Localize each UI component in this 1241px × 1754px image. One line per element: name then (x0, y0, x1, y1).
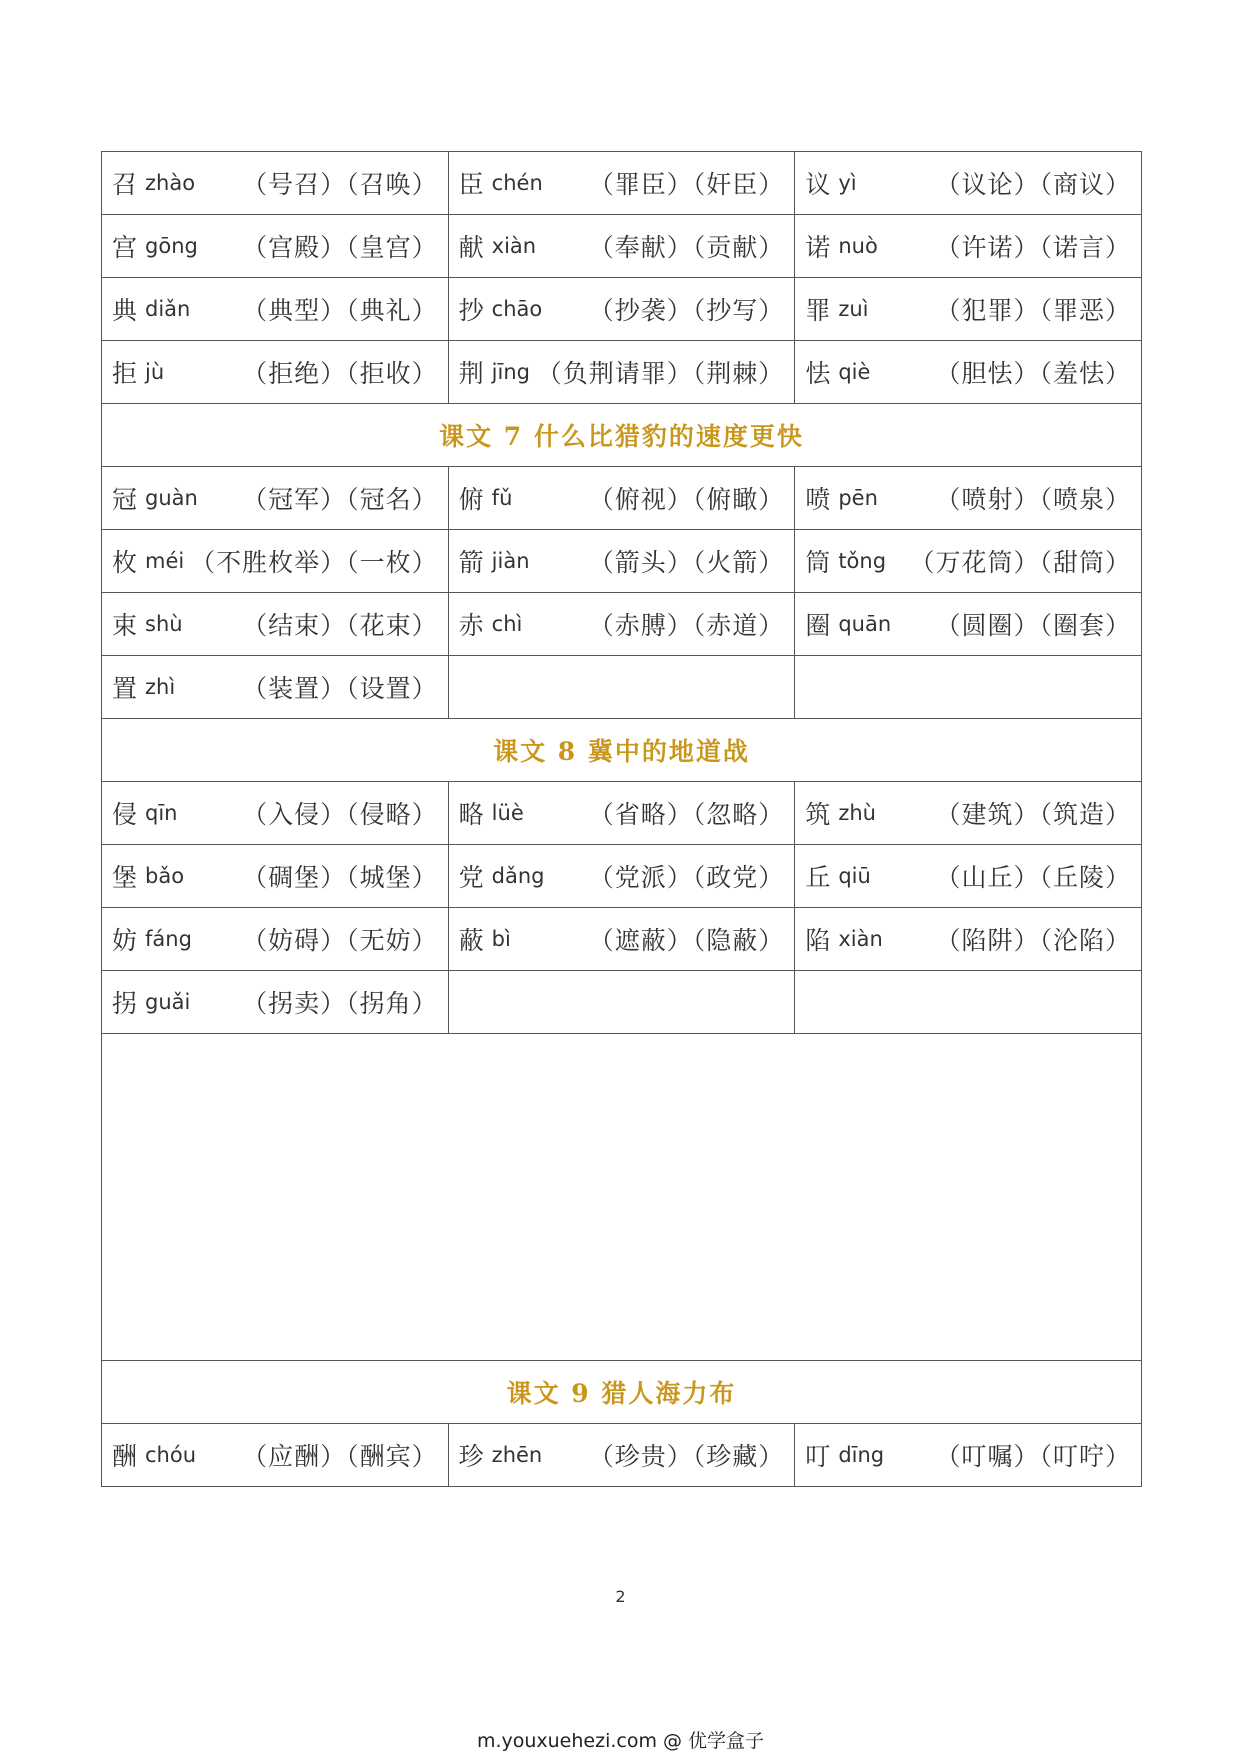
vocab-cell (448, 908, 795, 971)
vocab-head (459, 543, 530, 579)
vocab-pinyin: chén (491, 171, 543, 195)
vocab-words: （装置）（设置） (242, 674, 438, 703)
lesson-heading-row (102, 719, 1142, 782)
vocab-pinyin: guàn (145, 486, 198, 510)
vocab-row (102, 593, 1142, 656)
vocab-character: 束 (112, 611, 138, 640)
vocab-entry (112, 165, 438, 201)
lesson-title: 课文 7 什么比猎豹的速度更快 (439, 422, 804, 451)
vocab-cell (102, 845, 449, 908)
vocab-character: 喷 (805, 485, 831, 514)
lesson-title: 课文 9 猎人海力布 (506, 1379, 737, 1408)
vocab-head (805, 1437, 884, 1473)
vocab-cell (448, 215, 795, 278)
vocab-words: （建筑）（筑造） (935, 800, 1131, 829)
vocab-pinyin: nuò (838, 234, 878, 258)
vocab-entry (112, 984, 438, 1020)
vocab-entry (459, 543, 785, 579)
vocab-head (112, 228, 198, 264)
vocab-cell (795, 152, 1142, 215)
vocab-row (102, 971, 1142, 1034)
vocab-entry (112, 543, 438, 579)
vocab-head (112, 795, 178, 831)
vocab-pinyin: chāo (491, 297, 543, 321)
vocab-words: （遮蔽）（隐蔽） (588, 926, 785, 955)
vocab-cell (448, 593, 795, 656)
lesson-heading-row (102, 1361, 1142, 1424)
vocab-pinyin: zhào (145, 171, 196, 195)
vocab-head (112, 480, 198, 516)
vocab-words: （妨碍）（无妨） (242, 926, 438, 955)
vocab-entry (805, 795, 1131, 831)
vocab-pinyin: shù (145, 612, 183, 636)
vocab-pinyin: zhì (145, 675, 176, 699)
vocab-words: （陷阱）（沦陷） (935, 926, 1131, 955)
vocab-entry (459, 606, 785, 642)
vocab-character: 献 (458, 233, 484, 262)
vocab-character: 拐 (112, 989, 138, 1018)
vocab-row (102, 467, 1142, 530)
vocab-entry (112, 795, 438, 831)
vocab-words: （宫殿）（皇宫） (242, 233, 438, 262)
page-number: 2 (615, 1587, 626, 1606)
vocab-character: 略 (458, 800, 484, 829)
vocab-words: （冠军）（冠名） (242, 485, 438, 514)
vocab-character: 枚 (112, 548, 138, 577)
vocab-character: 筒 (805, 548, 831, 577)
vocab-character: 筑 (805, 800, 831, 829)
vocab-entry (459, 795, 785, 831)
vocab-entry (805, 480, 1131, 516)
vocab-entry (112, 858, 438, 894)
vocab-head (112, 858, 184, 894)
vocab-character: 党 (458, 863, 484, 892)
vocab-pinyin: jiàn (491, 549, 530, 573)
vocab-entry (112, 606, 438, 642)
vocab-entry (805, 354, 1131, 390)
vocab-character: 赤 (458, 611, 484, 640)
vocab-pinyin: chóu (145, 1443, 197, 1467)
blank-row (102, 1034, 1142, 1361)
vocab-cell (102, 152, 449, 215)
vocab-cell (795, 215, 1142, 278)
vocab-row (102, 152, 1142, 215)
vocab-words: （拐卖）（拐角） (242, 989, 438, 1018)
vocab-pinyin: zhēn (491, 1443, 543, 1467)
vocab-words: （议论）（商议） (935, 170, 1131, 199)
vocab-cell (102, 782, 449, 845)
vocab-words: （俯视）（俯瞰） (588, 485, 785, 514)
vocab-words: （奉献）（贡献） (588, 233, 785, 262)
vocab-entry (805, 1437, 1131, 1473)
vocab-head (459, 795, 524, 831)
vocab-pinyin: zhù (838, 801, 876, 825)
vocab-character: 陷 (805, 926, 831, 955)
vocab-pinyin: dīng (838, 1443, 885, 1467)
vocab-cell (448, 1424, 795, 1487)
vocab-cell (795, 782, 1142, 845)
vocab-cell (102, 215, 449, 278)
vocab-words: （圆圈）（圈套） (935, 611, 1131, 640)
vocab-entry (459, 921, 785, 957)
vocab-head (805, 291, 868, 327)
vocab-head (805, 858, 871, 894)
vocab-cell (102, 1424, 449, 1487)
vocab-character: 抄 (458, 296, 484, 325)
vocab-row (102, 341, 1142, 404)
blank-cell (102, 1034, 1142, 1361)
vocab-head (805, 921, 882, 957)
vocab-cell (795, 908, 1142, 971)
vocab-cell (448, 845, 795, 908)
vocab-entry (112, 291, 438, 327)
vocab-pinyin: tǒng (838, 549, 887, 573)
vocab-cell (448, 467, 795, 530)
vocab-cell (448, 152, 795, 215)
vocab-cell (795, 530, 1142, 593)
vocab-words: （喷射）（喷泉） (935, 485, 1131, 514)
vocab-words: （赤膊）（赤道） (588, 611, 785, 640)
vocab-head (112, 669, 175, 705)
vocab-entry (459, 858, 785, 894)
vocab-character: 箭 (458, 548, 484, 577)
vocab-character: 圈 (805, 611, 831, 640)
vocab-pinyin: pēn (838, 486, 878, 510)
vocab-pinyin: méi (145, 549, 185, 573)
vocab-character: 罪 (805, 296, 831, 325)
vocab-head (805, 543, 886, 579)
vocab-character: 怯 (805, 359, 831, 388)
vocab-pinyin: xiàn (491, 234, 537, 258)
vocab-words: （胆怯）（羞怯） (935, 359, 1131, 388)
vocab-character: 典 (112, 296, 138, 325)
vocab-head (112, 291, 190, 327)
vocab-cell (448, 782, 795, 845)
vocab-words: （许诺）（诺言） (935, 233, 1131, 262)
vocab-pinyin: chì (491, 612, 523, 636)
vocab-entry (112, 480, 438, 516)
vocab-words: （拒绝）（拒收） (242, 359, 438, 388)
empty-cell (795, 971, 1142, 1034)
vocab-row (102, 845, 1142, 908)
vocab-pinyin: jù (145, 360, 165, 384)
vocab-pinyin: zuì (838, 297, 869, 321)
vocab-character: 妨 (112, 926, 138, 955)
vocab-head (805, 480, 878, 516)
vocab-head (459, 354, 530, 390)
vocab-character: 置 (112, 674, 138, 703)
vocab-character: 召 (112, 170, 138, 199)
vocab-words: （入侵）（侵略） (242, 800, 438, 829)
vocab-entry (459, 1437, 785, 1473)
vocab-words: （箭头）（火箭） (588, 548, 785, 577)
vocab-words: （罪臣）（奸臣） (588, 170, 785, 199)
vocab-pinyin: gōng (145, 234, 198, 258)
vocab-pinyin: dǎng (491, 864, 545, 888)
lesson-heading-cell (102, 1361, 1142, 1424)
vocab-entry (459, 480, 785, 516)
vocab-words: （抄袭）（抄写） (588, 296, 785, 325)
vocab-entry (112, 228, 438, 264)
lesson-heading-cell (102, 719, 1142, 782)
vocab-character: 侵 (112, 800, 138, 829)
vocab-head (112, 165, 195, 201)
vocab-head (459, 228, 536, 264)
vocab-character: 丘 (805, 863, 831, 892)
vocab-head (112, 606, 183, 642)
vocab-cell (795, 467, 1142, 530)
vocab-entry (805, 165, 1131, 201)
vocab-words: （负荆请罪）（荆棘） (536, 359, 785, 388)
vocab-cell (448, 530, 795, 593)
vocab-head (805, 165, 856, 201)
vocab-cell (102, 467, 449, 530)
vocab-character: 议 (805, 170, 831, 199)
vocab-pinyin: qiū (838, 864, 871, 888)
vocab-row (102, 656, 1142, 719)
vocab-head (112, 543, 184, 579)
vocab-head (459, 291, 543, 327)
vocab-row (102, 530, 1142, 593)
empty-cell (448, 656, 795, 719)
vocab-words: （碉堡）（城堡） (242, 863, 438, 892)
vocab-cell (795, 593, 1142, 656)
lesson-heading-row (102, 404, 1142, 467)
vocab-words: （省略）（忽略） (588, 800, 785, 829)
vocab-words: （典型）（典礼） (242, 296, 438, 325)
vocab-pinyin: bǎo (145, 864, 185, 888)
vocab-pinyin: bì (491, 927, 511, 951)
vocab-entry (459, 165, 785, 201)
vocab-head (805, 228, 877, 264)
vocab-entry (112, 1437, 438, 1473)
vocab-pinyin: quān (838, 612, 892, 636)
empty-cell (448, 971, 795, 1034)
vocab-row (102, 1424, 1142, 1487)
vocab-words: （犯罪）（罪恶） (935, 296, 1131, 325)
vocab-head (805, 354, 870, 390)
vocab-row (102, 782, 1142, 845)
vocab-head (805, 795, 876, 831)
vocab-head (459, 165, 543, 201)
vocab-pinyin: xiàn (838, 927, 883, 951)
vocab-character: 珍 (458, 1442, 484, 1471)
vocab-entry (805, 228, 1131, 264)
vocab-head (112, 984, 190, 1020)
vocab-character: 堡 (112, 863, 138, 892)
vocab-head (459, 858, 545, 894)
vocab-pinyin: lüè (491, 801, 524, 825)
vocab-entry (805, 291, 1131, 327)
vocab-pinyin: qīn (145, 801, 178, 825)
vocab-words: （号召）（召唤） (242, 170, 438, 199)
vocab-character: 臣 (458, 170, 484, 199)
footer-website: m.youxuehezi.com @ 优学盒子 (476, 1730, 765, 1752)
vocab-head (459, 606, 523, 642)
vocab-character: 冠 (112, 485, 138, 514)
vocab-pinyin: jīng (491, 360, 530, 384)
vocab-cell (102, 908, 449, 971)
vocab-entry (459, 291, 785, 327)
vocab-words: （结束）（花束） (242, 611, 438, 640)
vocab-entry (805, 921, 1131, 957)
vocab-words: （万花筒）（甜筒） (909, 548, 1131, 577)
vocab-cell (102, 971, 449, 1034)
vocab-character: 叮 (805, 1442, 831, 1471)
vocab-words: （党派）（政党） (588, 863, 785, 892)
vocab-entry (805, 858, 1131, 894)
vocab-head (459, 480, 513, 516)
vocab-entry (112, 354, 438, 390)
vocab-head (112, 354, 164, 390)
vocab-character: 酬 (112, 1442, 138, 1471)
vocab-entry (459, 354, 785, 390)
empty-cell (795, 656, 1142, 719)
vocab-cell (102, 656, 449, 719)
vocab-cell (102, 530, 449, 593)
vocab-cell (102, 278, 449, 341)
vocab-character: 宫 (112, 233, 138, 262)
vocab-head (112, 1437, 196, 1473)
vocab-entry (112, 669, 438, 705)
vocab-pinyin: fáng (145, 927, 192, 951)
vocab-head (459, 1437, 543, 1473)
vocab-row (102, 908, 1142, 971)
vocab-pinyin: fǔ (491, 486, 513, 510)
vocab-entry (459, 228, 785, 264)
vocab-row (102, 215, 1142, 278)
vocab-words: （叮嘱）（叮咛） (935, 1442, 1131, 1471)
vocab-cell (795, 845, 1142, 908)
vocab-words: （应酬）（酬宾） (242, 1442, 438, 1471)
vocab-cell (795, 278, 1142, 341)
vocab-words: （山丘）（丘陵） (935, 863, 1131, 892)
vocab-cell (448, 341, 795, 404)
vocab-entry (805, 543, 1131, 579)
vocab-head (459, 921, 511, 957)
vocab-character: 蔽 (458, 926, 484, 955)
vocab-pinyin: qiè (838, 360, 871, 384)
vocabulary-table-body (102, 152, 1142, 1487)
vocab-words: （珍贵）（珍藏） (588, 1442, 785, 1471)
vocab-character: 荆 (458, 359, 484, 388)
vocab-entry (805, 606, 1131, 642)
vocab-head (112, 921, 192, 957)
vocab-entry (112, 921, 438, 957)
vocabulary-table (101, 151, 1142, 1487)
vocab-words: （不胜枚举）（一枚） (190, 548, 438, 577)
vocab-pinyin: guǎi (145, 990, 191, 1014)
lesson-title: 课文 8 冀中的地道战 (493, 737, 750, 766)
vocab-cell (102, 341, 449, 404)
lesson-heading-cell (102, 404, 1142, 467)
vocab-pinyin: diǎn (145, 297, 191, 321)
vocab-cell (795, 341, 1142, 404)
vocab-cell (795, 1424, 1142, 1487)
vocab-row (102, 278, 1142, 341)
vocab-pinyin: yì (838, 171, 857, 195)
vocab-cell (448, 278, 795, 341)
vocab-cell (102, 593, 449, 656)
vocab-head (805, 606, 891, 642)
vocab-character: 诺 (805, 233, 831, 262)
vocab-character: 拒 (112, 359, 138, 388)
vocab-character: 俯 (458, 485, 484, 514)
